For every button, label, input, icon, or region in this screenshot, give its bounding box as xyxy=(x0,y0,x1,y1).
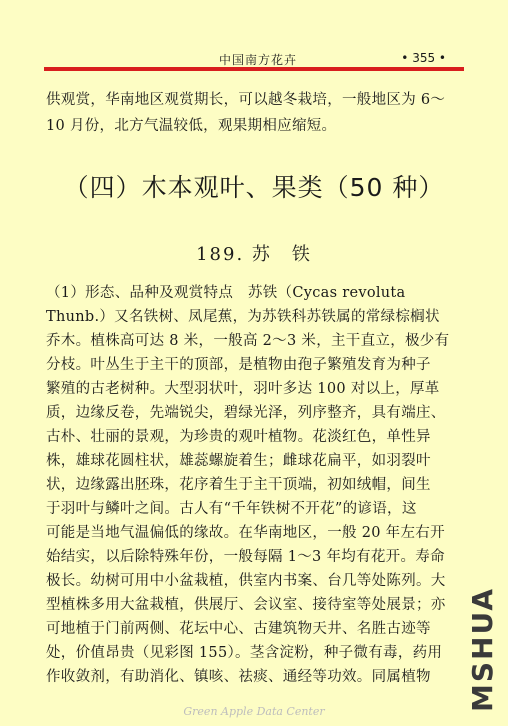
body-line: 质，边缘反卷，先端锐尖，碧绿光泽，列序整齐，具有端庄、 xyxy=(46,405,446,421)
body-line: 繁殖的古老树种。大型羽状叶，羽叶多达 100 对以上，厚革 xyxy=(46,381,440,397)
running-header xyxy=(44,49,464,67)
page-number: • 355 • xyxy=(401,51,446,65)
body-line: 株，雄球花圆柱状，雄蕊螺旋着生；雌球花扁平，如羽裂叶 xyxy=(46,453,431,469)
body-line: Thunb.）又名铁树、凤尾蕉，为苏铁科苏铁属的常绿棕榈状 xyxy=(46,309,440,325)
body-line: 可地植于门前两侧、花坛中心、古建筑物天井、名胜古迹等 xyxy=(46,621,431,637)
body-line: （1）形态、品种及观赏特点 苏铁（Cycas revoluta xyxy=(46,285,406,301)
body-line: 始结实，以后除特殊年份，一般每隔 1～3 年均有花开。寿命 xyxy=(46,549,445,565)
header-title: 中国南方花卉 xyxy=(219,53,298,67)
body-line: 型植株多用大盆栽植，供展厅、会议室、接待室等处展景；亦 xyxy=(46,597,446,613)
body-line: 处，价值昂贵（见彩图 155）。茎含淀粉，种子微有毒，药用 xyxy=(46,645,443,661)
body-line: 乔木。植株高可达 8 米，一般高 2～3 米，主干直立，极少有 xyxy=(46,333,450,349)
body-line: 古朴、壮丽的景观，为珍贵的观叶植物。花淡红色，单性异 xyxy=(46,429,431,445)
body-line: 可能是当地气温偏低的缘故。在华南地区，一般 20 年左右开 xyxy=(46,525,445,541)
body-line: 极长。幼树可用中小盆栽植，供室内书案、台几等处陈列。大 xyxy=(46,573,446,589)
body-line: 状，边缘露出胚珠，花序着生于主干顶端，初如绒帽，间生 xyxy=(46,477,431,493)
body-line: 分枝。叶丛生于主干的顶部，是植物由孢子繁殖发育为种子 xyxy=(46,357,431,373)
header-rule xyxy=(44,67,464,71)
body-line: 作收敛剂，有助消化、镇咳、祛痰、通经等功效。同属植物 xyxy=(46,669,431,685)
intro-line: 供观赏，华南地区观赏期长，可以越冬栽培，一般地区为 6～ xyxy=(46,92,446,108)
entry-title: 189. 苏 铁 xyxy=(196,244,312,265)
side-watermark: MSHUA xyxy=(466,586,499,712)
bottom-watermark: Green Apple Data Center xyxy=(183,705,325,718)
body-line: 于羽叶与鳞叶之间。古人有“千年铁树不开花”的谚语，这 xyxy=(46,501,417,517)
section-title: （四）木本观叶、果类（50 种） xyxy=(63,173,445,202)
intro-line: 10 月份，北方气温较低，观果期相应缩短。 xyxy=(46,118,337,134)
